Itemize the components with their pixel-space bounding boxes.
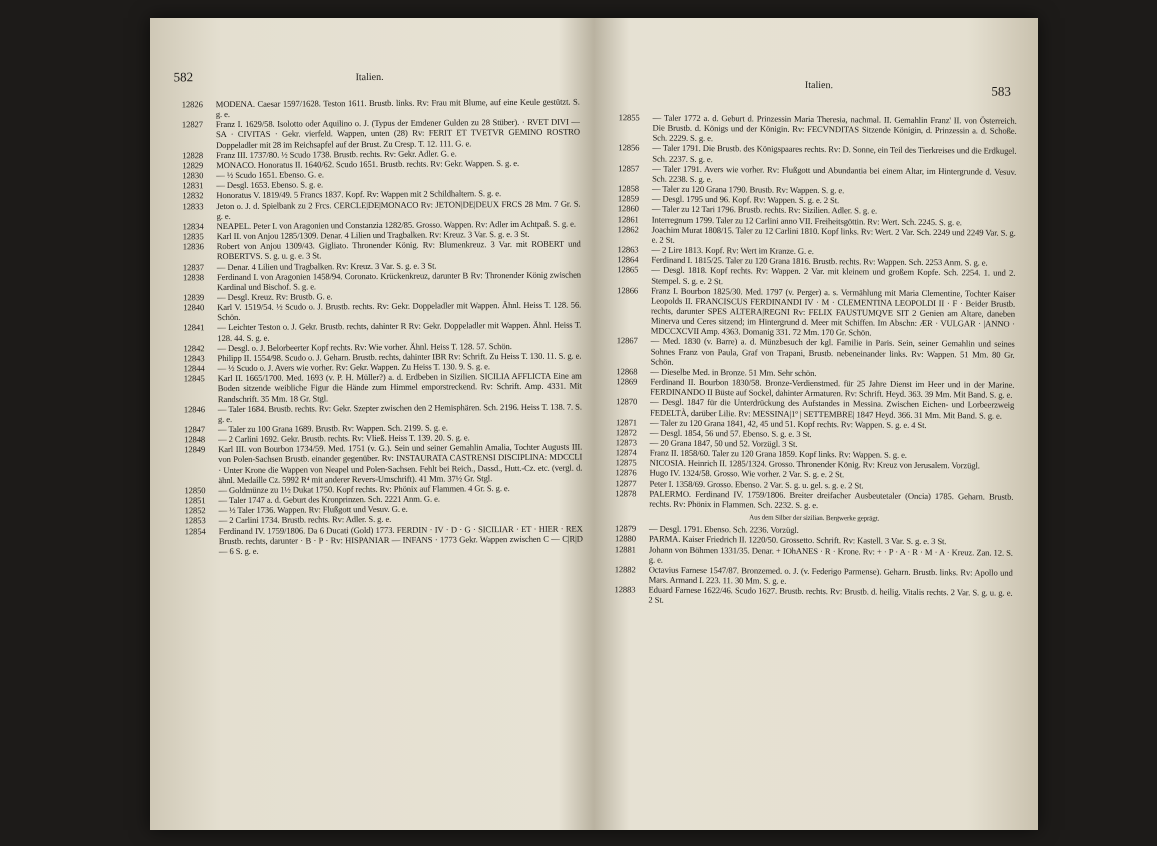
lot-description: Johann von Böhmen 1331/35. Denar. + IOhANES · R · Krone. Rv: + · P · A · R · M · A · Kreuz. Zan. 12. S. g. e. [648, 544, 1013, 565]
lot-description: — Taler zu 100 Grana 1689. Brustb. Rv: Wappen. Sch. 2199. S. g. e. [217, 422, 448, 435]
running-head: Italien. [355, 71, 384, 84]
catalog-entry [184, 401, 582, 424]
book-spread [150, 18, 1038, 830]
running-head: Italien. [804, 79, 834, 92]
lot-number: 12867 [616, 335, 638, 346]
lot-description: MONACO. Honoratus II. 1640/62. Scudo 1651. Brustb. rechts. Rv: Gekr. Wappen. S. g. e. [216, 157, 520, 171]
lot-description: — Taler zu 120 Grana 1790. Brustb. Rv: Wappen. S. g. e. [652, 183, 845, 196]
lot-number: 12851 [184, 495, 206, 506]
catalog-entry [615, 488, 1013, 512]
lot-number: 12860 [617, 203, 639, 214]
lot-number: 12829 [182, 160, 204, 171]
lot-number: 12866 [617, 284, 639, 296]
lot-description: — Goldmünze zu 1½ Dukat 1750. Kopf rechts. Rv: Phönix auf Flammen. 4 Gr. S. g. e. [218, 482, 510, 496]
lot-number: 12838 [182, 271, 205, 282]
lot-number: 12847 [183, 424, 206, 435]
lot-number: 12863 [617, 244, 639, 255]
catalog-entry [183, 320, 581, 343]
catalog-entries [614, 112, 1016, 608]
lot-number: 12872 [615, 427, 637, 438]
lot-number: 12833 [182, 200, 204, 211]
lot-description: Ferdinand I. von Aragonien 1458/94. Coronato. Krückenkreuz, darunter B Rv: Thronender König zwischen Kardinal und Bischof. S. g. e. [216, 269, 581, 292]
lot-number: 12882 [614, 564, 636, 575]
catalog-entry [183, 300, 581, 323]
catalog-entries [182, 97, 583, 557]
lot-description: Honoratus V. 1819/49. 5 Francs 1837. Kopf. Rv: Wappen mit 2 Schildhaltern. S. g. e. [216, 188, 502, 201]
catalog-entry [184, 442, 582, 485]
lot-description: Ferdinand IV. 1759/1806. Da 6 Ducati (Gold) 1773. FERDIN · IV · D · G · SICILIAR · ET · HIER · REX Brustb. rechts, darunter · B · P · Rv: HISPANIAR — INFANS · 1773 Gekr. Wappen zwischen C — C|R|D — 6 S. g. e. [218, 523, 583, 556]
lot-number: 12835 [182, 231, 204, 242]
lot-number: 12853 [184, 515, 206, 526]
right-page [590, 16, 1041, 832]
lot-number: 12850 [184, 485, 206, 496]
lot-number: 12861 [617, 213, 639, 225]
lot-number: 12844 [183, 363, 205, 374]
lot-description: PALERMO. Ferdinand IV. 1759/1806. Breiter dreifacher Ausbeutetaler (Oncia) 1785. Geharn. Brustb. rechts. Rv: Phönix in Flammen. Sch. 2232. S. g. e. [649, 488, 1014, 510]
lot-description: Ferdinand II. Bourbon 1830/58. Bronze-Verdienstmed. für 25 Jahre Dienst im Heer und in der Marine. FERDINANDO II Büste auf Sockel, dahinter Armaturen. Rv: Schrift. Heyd. 363. 39 Mm. Mit Band. S. g. e. [650, 376, 1015, 400]
lot-number: 12864 [617, 254, 639, 265]
lot-description: Philipp II. 1554/98. Scudo o. J. Geharn. Brustb. rechts, dahinter IBR Rv: Schrift. Zu Heiss T. 130. 11. S. g. e. [217, 350, 582, 363]
lot-number: 12852 [184, 505, 206, 516]
lot-description: Interregnum 1799. Taler zu 12 Carlini anno VII. Freiheitsgöttin. Rv: Wert. Sch. 2245. S. g. e. [651, 214, 962, 227]
lot-number: 12869 [616, 376, 638, 387]
entry-note: Aus dem Silber der sizilian. Bergwerke geprägt. [749, 513, 880, 523]
lot-description: — Desgl. 1818. Kopf rechts. Rv: Wappen. 2 Var. mit kleinem und großem Kopfe. Sch. 2254. 1. und 2. Stempel. S. g. e. 2 St. [651, 264, 1016, 286]
lot-description: — Desgl. 1791. Ebenso. Sch. 2236. Vorzügl. [649, 523, 799, 536]
lot-number: 12881 [614, 543, 636, 554]
catalog-entry [617, 285, 1015, 339]
lot-description: — Taler 1791. Die Brustb. des Königspaares rechts. Rv: D. Sonne, ein Teil des Tierkreises und die Erdkugel. Sch. 2237. S. g. e. [652, 143, 1017, 164]
lot-description: NICOSIA. Heinrich II. 1285/1324. Grosso. Thronender König. Rv: Kreuz von Jerusalem. Vorzügl. [649, 457, 980, 471]
lot-number: 12873 [615, 437, 637, 448]
lot-description: — Taler 1747 a. d. Geburt des Kronprinzen. Sch. 2221 Anm. G. e. [218, 493, 440, 506]
lot-description: Joachim Murat 1808/15. Taler zu 12 Carlini 1810. Kopf links. Rv: Wert. 2 Var. Sch. 2249 und 2249 Var. S. g. e. 2 St. [651, 224, 1016, 245]
lot-number: 12865 [617, 264, 639, 275]
lot-description: NEAPEL. Peter I. von Aragonien und Constanzia 1282/85. Grosso. Wappen. Rv: Adler im Achtpaß. S. g. e. [216, 218, 576, 231]
lot-description: — 2 Lire 1813. Kopf. Rv: Wert im Kranze. G. e. [651, 244, 814, 257]
lot-description: — Desgl. 1653. Ebenso. S. g. e. [216, 179, 324, 191]
lot-number: 12849 [184, 444, 206, 455]
lot-number: 12839 [183, 292, 205, 303]
lot-description: — ½ Taler 1736. Wappen. Rv: Flußgott und Vesuv. G. e. [218, 504, 408, 516]
lot-description: — Taler 1684. Brustb. rechts. Rv: Gekr. Szepter zwischen den 2 Hemisphären. Sch. 2196. Heiss T. 138. 7. S. g. e. [217, 401, 582, 424]
lot-description: — Desgl. Kreuz. Rv: Brustb. G. e. [217, 291, 333, 303]
lot-description: Franz I. Bourbon 1825/30. Med. 1797 (v. Perger) a. s. Vermählung mit Maria Clementine, Tochter Kaiser Leopolds II. FRANCISCUS FERDINANDI IV · M · CLEMENTINA LEOPOLDI II · F · Beider Brustb. rechts, darunter SPES ALTERA|REGNI Rv: FELIX FAUSTUMQVE SIT 2 Genien am Altare, daneben Minerva und Ceres sitzend; im Hintergrund d. Meer mit Schiffen. Im Abschn: ÆR · VULGAR · |ANNO · MDCCXCVII Amp. 4363. Domanig 331. 72 Mm. 170 Gr. Schön. [650, 285, 1016, 338]
lot-number: 12843 [183, 353, 205, 364]
lot-number: 12858 [618, 183, 640, 194]
lot-description: Karl II. von Anjou 1285/1309. Denar. 4 Lilien und Tragbalken. Rv: Kreuz. 3 Var. S. g. e. 3 St. [216, 228, 530, 242]
lot-description: — Desgl. 1847 für die Unterdrückung des Aufstandes in Messina. Zwischen Eichen- und Lorbeerzweig FEDELTÀ, darüber Lilie. Rv: MESSINA|1º | SETTEMBRE| 1847 Heyd. 366. 31 Mm. Mit Band. S. g. e. [650, 396, 1015, 421]
lot-number: 12870 [616, 396, 638, 407]
lot-description: Ferdinand I. 1815/25. Taler zu 120 Grana 1816. Brustb. rechts. Rv: Wappen. Sch. 2253 Anm. S. g. e. [651, 254, 988, 268]
lot-description: PARMA. Kaiser Friedrich II. 1220/50. Grossetto. Schrift. Rv: Kastell. 3 Var. S. g. e. 3 St. [648, 533, 947, 547]
lot-description: Octavius Farnese 1547/87. Bronzemed. o. J. (v. Federigo Parmense). Geharn. Brustb. links. Rv: Apollo und Mars. Armand I. 223. 11. 30 Mm. S. g. e. [648, 564, 1013, 586]
catalog-entry [185, 523, 583, 556]
lot-number: 12880 [614, 533, 637, 544]
lot-number: 12879 [615, 523, 637, 534]
lot-number: 12878 [615, 488, 637, 499]
lot-number: 12842 [183, 342, 205, 354]
lot-number: 12856 [618, 142, 640, 153]
page-number: 582 [173, 69, 194, 85]
lot-number: 12876 [615, 467, 637, 478]
lot-description: Karl III. von Bourbon 1734/59. Med. 1751 (v. G.). Sein und seiner Gemahlin Amalia, Tochter Augusts III. von Polen-Sachsen Brustb. einander gegenüber. Rv: INSTAURATA CASTRENSI DISCIPLINA: MDCCLI · Unter Krone die Wappen von Neapel und Polen-Sachsen. Fehlt bei Reich., Dassd., Hutt.-Cz. etc. (vergl. d. ähnl. Medaille Cz. 5992 R⁴ mit anderer Revers-Umschrift). 41 Mm. 37½ Gr. Stgl. [218, 441, 583, 485]
catalog-entry [182, 97, 580, 120]
lot-description: — Taler zu 12 Tari 1796. Brustb. rechts. Rv: Sizilien. Adler. S. g. e. [651, 203, 878, 216]
lot-number: 12883 [614, 584, 636, 595]
lot-description: — Desgl. o. J. Belorbeerter Kopf rechts. Rv: Wie vorher. Ähnl. Heiss T. 128. 57. Schön. [217, 340, 512, 353]
lot-description: — Desgl. 1854, 56 und 57. Ebenso. S. g. e. 3 St. [649, 427, 812, 439]
lot-number: 12827 [181, 119, 203, 130]
lot-description: Jeton o. J. d. Spielbank zu 2 Frcs. CERCLE|DE|MONACO Rv: JETON|DE|DEUX FRCS 28 Mm. 7 Gr. S. g. e. [216, 198, 581, 221]
lot-number: 12848 [184, 434, 206, 445]
lot-number: 12845 [183, 373, 205, 384]
lot-description: — Leichter Teston o. J. Gekr. Brustb. rechts, dahinter R Rv: Gekr. Doppeladler mit Wappen. Ähnl. Heiss T. 128. 44. S. g. e. [217, 319, 582, 343]
lot-number: 12837 [182, 261, 204, 272]
catalog-entry [618, 112, 1016, 146]
catalog-entry [184, 371, 582, 404]
catalog-entry [616, 336, 1014, 370]
catalog-entry [182, 117, 580, 150]
lot-number: 12834 [182, 221, 204, 232]
lot-number: 12836 [182, 241, 204, 252]
lot-description: Franz I. 1629/58. Isolotto oder Aquilino o. J. (Typus der Emdener Gulden zu 28 Stüber). · RVET DIVI — SA · CIVITAS · Gekr. vierfeld. Wappen, unten (28) Rv: FERIT ET TVETVR GEMINO ROSTRO Doppeladler mit 28 im Reichsapfel auf der Brust. Zu Cresp. T. 12. 111. G. e. [215, 116, 581, 150]
catalog-entry [183, 239, 581, 262]
lot-description: Karl V. 1519/54. ½ Scudo o. J. Brustb. rechts. Rv: Gekr. Doppeladler mit Wappen. Ähnl. Heiss T. 128. 56. Schön. [217, 299, 582, 323]
lot-number: 12840 [183, 302, 205, 313]
lot-number: 12874 [615, 447, 637, 458]
lot-number: 12854 [184, 525, 206, 536]
lot-description: — 20 Grana 1847, 50 und 52. Vorzügl. 3 St. [649, 437, 798, 449]
lot-number: 12862 [617, 223, 639, 235]
lot-description: Eduard Farnese 1622/46. Scudo 1627. Brustb. rechts. Rv: Brustb. d. heilig. Vitalis rechts. 2 Var. S. g. u. g. e. 2 St. [648, 584, 1013, 606]
lot-description: — Taler 1791. Avers wie vorher. Rv: Flußgott und Abundantia bei einem Altar, im Hintergrunde d. Vesuv. Sch. 2238. S. g. e. [652, 163, 1017, 185]
lot-number: 12855 [618, 112, 640, 123]
left-page [147, 16, 597, 831]
lot-number: 12826 [181, 99, 203, 110]
lot-description: — 2 Carlini 1692. Gekr. Brustb. rechts. Rv: Vließ. Heiss T. 139. 20. S. g. e. [218, 432, 470, 445]
lot-number: 12868 [616, 366, 638, 377]
lot-description: MODENA. Caesar 1597/1628. Teston 1611. Brustb. links. Rv: Frau mit Blume, auf eine Keule gestützt. S. g. e. [215, 96, 580, 120]
lot-description: — 2 Carlini 1734. Brustb. rechts. Rv: Adler. S. g. e. [218, 514, 392, 526]
catalog-entry [614, 584, 1012, 608]
lot-number: 12875 [615, 457, 637, 468]
lot-number: 12859 [617, 193, 640, 204]
lot-description: — Taler zu 120 Grana 1841, 42, 45 und 51. Kopf rechts. Rv: Wappen. S. g. e. 4 St. [649, 417, 927, 430]
lot-number: 12871 [615, 416, 638, 428]
lot-number: 12857 [618, 163, 640, 174]
lot-number: 12828 [182, 149, 204, 161]
lot-description: Hugo IV. 1324/58. Grosso. Wie vorher. 2 Var. S. g. e. 2 St. [649, 468, 845, 480]
lot-description: — Desgl. 1795 und 96. Kopf. Rv: Wappen. S. g. e. 2 St. [651, 193, 840, 206]
lot-number: 12877 [615, 477, 637, 489]
catalog-entry [183, 269, 581, 292]
catalog-entry [182, 198, 580, 221]
lot-number: 12841 [183, 322, 205, 333]
lot-description: — Denar. 4 Lilien und Tragbalken. Rv: Kreuz. 3 Var. S. g. e. 3 St. [216, 260, 437, 272]
lot-number: 12830 [182, 170, 204, 181]
lot-description: Peter I. 1358/69. Grosso. Ebenso. 2 Var. S. g. u. gel. s. g. e. 2 St. [649, 478, 864, 491]
lot-description: — Med. 1830 (v. Barre) a. d. Münzbesuch der kgl. Familie in Paris. Sein, seiner Gemahlin und seines Sohnes Franz von Paula, Graf von Trapani, Brustb. nebeneinander links. Rv: Wappen. 51 Mm. 80 Gr. Schön. [650, 335, 1015, 367]
lot-number: 12831 [182, 180, 204, 191]
lot-number: 12832 [182, 190, 204, 201]
lot-description: Karl II. 1665/1700. Med. 1693 (v. P. H. Müller?) a. d. Erdbeben in Sizilien. SICILIA AFFLICTA Eine am Boden sitzende weibliche Figur die Hände zum Himmel emporstreckend. Rv: Schrift. Amp. 4331. Mit Randschrift. 35 Mm. 18 Gr. Stgl. [217, 370, 582, 404]
lot-description: — ½ Scudo o. J. Avers wie vorher. Rv: Gekr. Wappen. Zu Heiss T. 130. 9. S. g. e. [217, 361, 490, 374]
page-number: 583 [991, 83, 1011, 99]
lot-description: — Taler 1772 a. d. Geburt d. Prinzessin Maria Theresia, nachmal. II. Gemahlin Franz' II. von Österreich. Die Brustb. d. Königs und der Königin. Rv: FECVNDITAS Sitzende Königin, d. Prinzessin a. d. Schoße. Sch. 2229. S. g. e. [652, 112, 1017, 144]
lot-description: Franz III. 1737/80. ½ Scudo 1738. Brustb. rechts. Rv: Gekr. Adler. G. e. [216, 148, 457, 160]
lot-number: 12846 [183, 403, 205, 415]
lot-description: — ½ Scudo 1651. Ebenso. G. e. [216, 169, 324, 181]
lot-description: Robert von Anjou 1309/43. Gigliato. Thronender König. Rv: Blumenkreuz. 3 Var. mit ROBERT und ROBERTVS. S. g. u. g. e. 3 St. [216, 238, 581, 262]
lot-description: Franz II. 1858/60. Taler zu 120 Grana 1859. Kopf links. Rv: Wappen. S. g. e. [649, 447, 907, 460]
lot-description: — Dieselbe Med. in Bronze. 51 Mm. Sehr schön. [650, 366, 817, 378]
